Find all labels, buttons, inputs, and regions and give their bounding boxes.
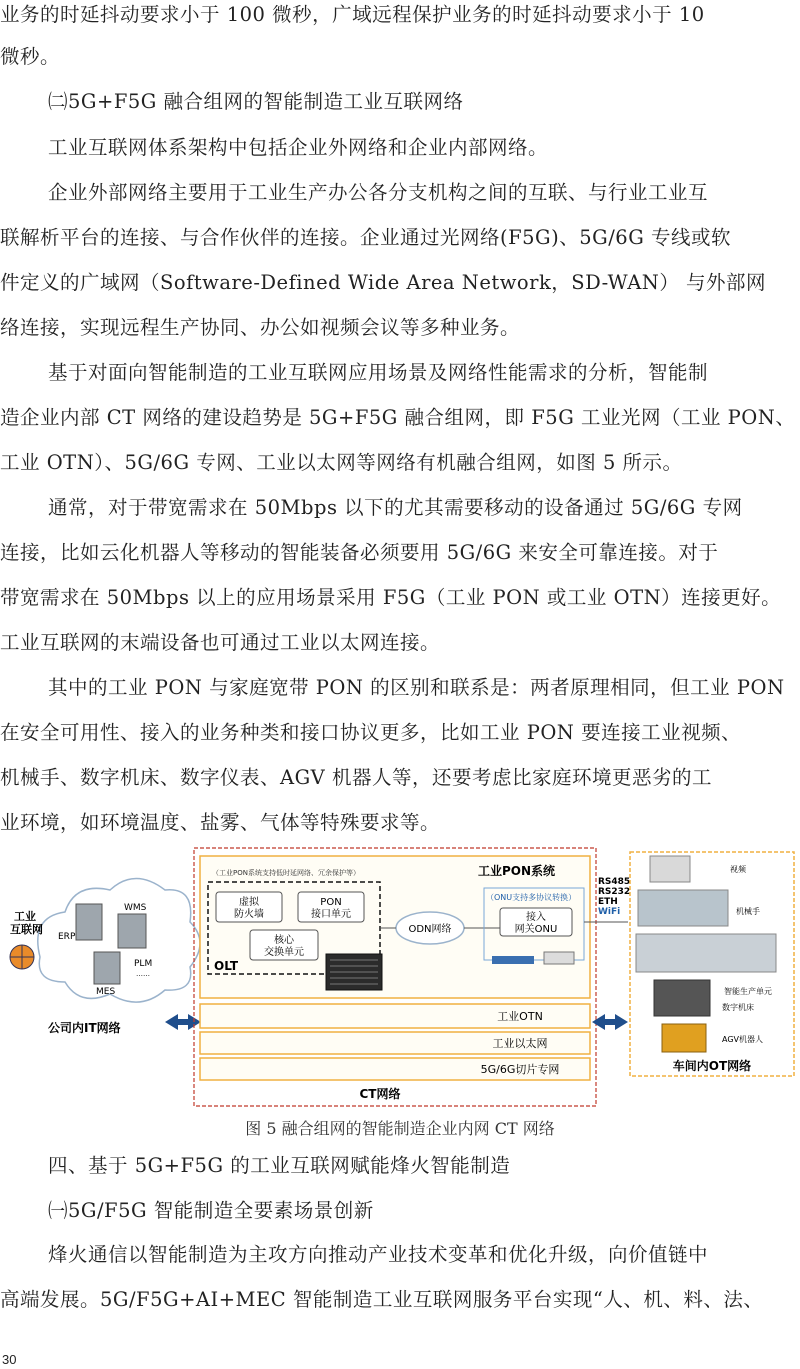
ethernet-label: 工业以太网 bbox=[492, 1037, 548, 1050]
text-line: 工业互联网的末端设备也可通过工业以太网连接。 bbox=[0, 631, 441, 654]
text-line: 件定义的广域网（Software-Defined Wide Area Network，SD-WAN） 与外部网 bbox=[0, 271, 767, 294]
text-line: 高端发展。5G/F5G+AI+MEC 智能制造工业互联网服务平台实现“人、机、料、法、 bbox=[0, 1288, 764, 1311]
camera-icon bbox=[650, 856, 690, 882]
slice-label: 5G/6G切片专网 bbox=[480, 1063, 560, 1076]
onu-device2-icon bbox=[544, 952, 574, 964]
text-line: 业环境，如环境温度、盐雾、气体等特殊要求等。 bbox=[0, 811, 441, 834]
wms-server-icon bbox=[118, 914, 146, 948]
agv-icon bbox=[662, 1024, 706, 1052]
page-number: 30 bbox=[2, 1352, 17, 1367]
ot-network-label: 车间内OT网络 bbox=[672, 1059, 752, 1073]
left-double-arrow-icon bbox=[165, 1014, 201, 1030]
svg-text:PON接口单元: PON 接口单元 bbox=[311, 897, 351, 920]
text-line: 其中的工业 PON 与家庭宽带 PON 的区别和联系是：两者原理相同，但工业 PON bbox=[48, 676, 785, 699]
text-line: 联解析平台的连接、与合作伙伴的连接。企业通过光网络(F5G)、5G/6G 专线或软 bbox=[0, 226, 731, 249]
svg-text:虚拟防火墙: 虚拟防火墙 bbox=[234, 897, 264, 920]
network-diagram bbox=[0, 842, 800, 1112]
odn-label: ODN网络 bbox=[408, 924, 452, 935]
video-label: 视频 bbox=[730, 865, 746, 874]
text-line: 机械手、数字机床、数字仪表、AGV 机器人等，还要考虑比家庭环境更恶劣的工 bbox=[0, 766, 712, 789]
erp-server-icon bbox=[76, 904, 102, 940]
svg-text:核心交换单元: 核心交换单元 bbox=[264, 935, 304, 958]
text-line: 工业互联网体系架构中包括企业外网络和企业内部网络。 bbox=[48, 136, 549, 159]
text-line: 在安全可用性、接入的业务种类和接口协议更多，比如工业 PON 要连接工业视频、 bbox=[0, 721, 742, 744]
wms-label: WMS bbox=[124, 903, 147, 913]
pon-system-label: 工业PON系统 bbox=[478, 864, 556, 878]
figure-caption: 图 5 融合组网的智能制造企业内网 CT 网络 bbox=[245, 1119, 555, 1138]
agv-label: AGV机器人 bbox=[722, 1035, 764, 1044]
text-line: 微秒。 bbox=[0, 45, 61, 68]
protocol-labels: RS485 RS232 ETH WiFi bbox=[598, 877, 631, 917]
onu-note: （ONU支持多协议转换） bbox=[486, 893, 577, 902]
cnc-label: 数字机床 bbox=[722, 1003, 754, 1012]
text-line: 通常，对于带宽需求在 50Mbps 以下的尤其需要移动的设备通过 5G/6G 专网 bbox=[48, 496, 743, 519]
smart-unit-label: 智能生产单元 bbox=[724, 987, 772, 996]
text-line: 业务的时延抖动要求小于 100 微秒，广域远程保护业务的时延抖动要求小于 10 bbox=[0, 3, 705, 26]
mes-label: MES bbox=[96, 987, 116, 997]
ct-network-label: CT网络 bbox=[359, 1087, 401, 1101]
olt-label: OLT bbox=[214, 959, 239, 973]
text-line: 基于对面向智能制造的工业互联网应用场景及网络性能需求的分析，智能制 bbox=[48, 361, 709, 384]
svg-text:接入网关ONU: 接入网关ONU bbox=[514, 912, 558, 935]
it-network-label: 公司内IT网络 bbox=[48, 1021, 121, 1035]
smart-unit-icon bbox=[636, 934, 776, 972]
robot-arm-label: 机械手 bbox=[736, 907, 760, 916]
text-line: 企业外部网络主要用于工业生产办公各分支机构之间的互联、与行业工业互 bbox=[48, 181, 709, 204]
plm-dots: …… bbox=[136, 970, 150, 978]
erp-label: ERP bbox=[58, 932, 76, 942]
internet-label: 工业互联网 bbox=[10, 910, 43, 936]
text-line: 工业 OTN）、5G/6G 专网、工业以太网等网络有机融合组网，如图 5 所示。 bbox=[0, 451, 683, 474]
section-heading: ㈡5G+F5G 融合组网的智能制造工业互联网络 bbox=[48, 90, 464, 113]
section-heading: ㈠5G/F5G 智能制造全要素场景创新 bbox=[48, 1199, 374, 1222]
section-heading: 四、基于 5G+F5G 的工业互联网赋能烽火智能制造 bbox=[48, 1154, 511, 1177]
pon-note: （工业PON系统支持低时延网络、冗余保护等） bbox=[212, 869, 360, 877]
text-line: 带宽需求在 50Mbps 以上的应用场景采用 F5G（工业 PON 或工业 OTN）连接更好。 bbox=[0, 586, 782, 609]
right-double-arrow-icon bbox=[592, 1014, 628, 1030]
text-line: 造企业内部 CT 网络的建设趋势是 5G+F5G 融合组网，即 F5G 工业光网（工业 PON、 bbox=[0, 406, 796, 429]
otn-label: 工业OTN bbox=[497, 1010, 543, 1023]
onu-device-icon bbox=[492, 956, 534, 964]
text-line: 烽火通信以智能制造为主攻方向推动产业技术变革和优化升级，向价值链中 bbox=[48, 1243, 709, 1266]
plm-label: PLM bbox=[134, 959, 153, 969]
robot-arm-icon bbox=[638, 890, 728, 926]
mes-server-icon bbox=[94, 952, 120, 984]
text-line: 络连接，实现远程生产协同、办公如视频会议等多种业务。 bbox=[0, 316, 521, 339]
cnc-icon bbox=[654, 980, 710, 1016]
text-line: 连接，比如云化机器人等移动的智能装备必须要用 5G/6G 来安全可靠连接。对于 bbox=[0, 541, 719, 564]
